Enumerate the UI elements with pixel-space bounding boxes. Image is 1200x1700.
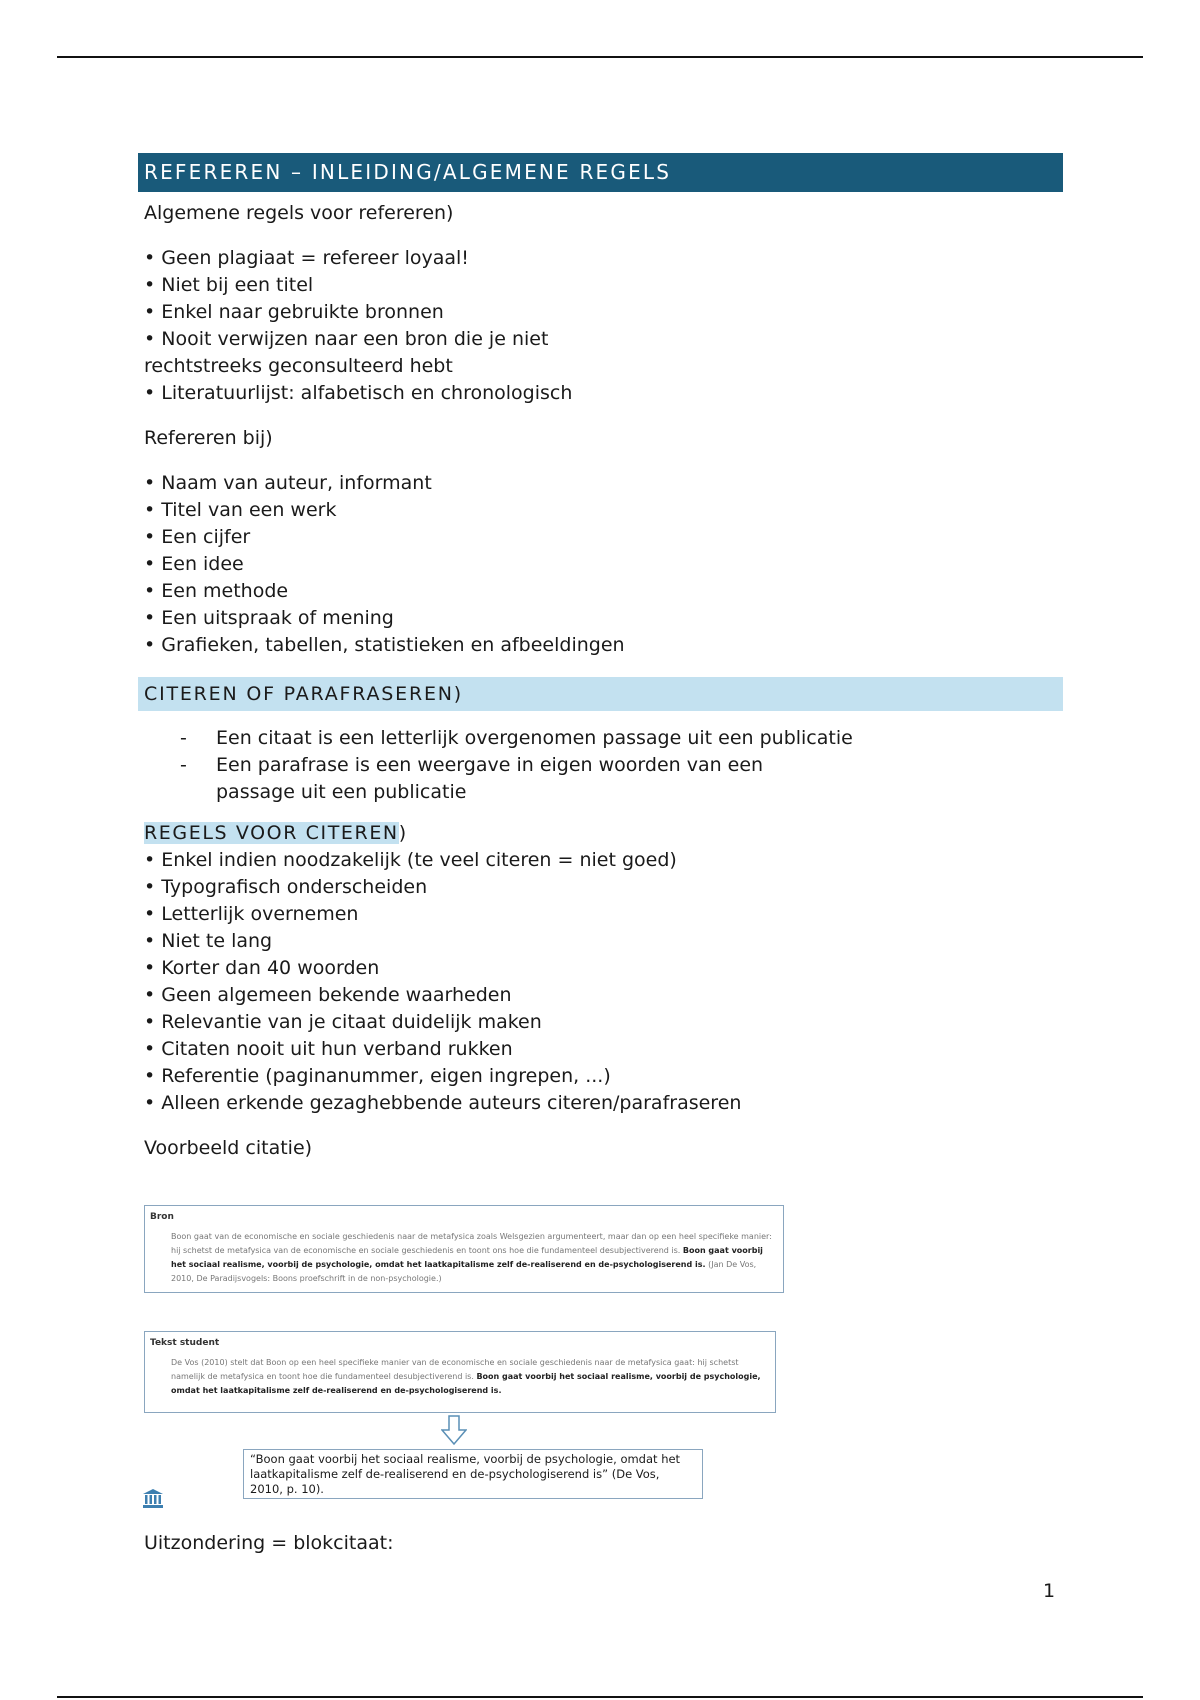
list-item: • Een cijfer: [144, 526, 251, 548]
arrow-down-icon: [441, 1415, 467, 1445]
student-text-box: [144, 1331, 776, 1413]
list-item: • Letterlijk overnemen: [144, 903, 359, 925]
list-item: rechtstreeks geconsulteerd hebt: [144, 355, 453, 377]
list-item: • Geen plagiaat = refereer loyaal!: [144, 247, 469, 269]
student-box-text: De Vos (2010) stelt dat Boon op een heel specifieke manier van de economische en sociale geschiedenis naar de metafysica gaat: hij schetst namelijk de metafysica en toont hoe die fundamenteel desubjectiverend is. Boon gaat voorbij het sociaal realisme, voorbij de psychologie, omdat het laatkapitalisme zelf de-realiserend en de-psychologiserend is.: [171, 1358, 761, 1395]
source-box-text: Boon gaat van de economische en sociale geschiedenis naar de metafysica zoals Welsgezien argumenteert, maar dan op een heel specifieke manier: hij schetst de metafysica van de economische en sociale geschiedenis en toont ons hoe die fundamenteel desubjectiverend is. Boon gaat voorbij het sociaal realisme, voorbij de psychologie, omdat het laatkapitalisme zelf de-realiserend en de-psychologiserend is. (Jan De Vos, 2010, De Paradijsvogels: Boons proefschrift in de non-psychologie.): [171, 1232, 772, 1283]
list-item: • Titel van een werk: [144, 499, 337, 521]
definition-list: [138, 725, 1063, 806]
subheading-regels-citeren: REGELS VOOR CITEREN): [144, 822, 408, 844]
source-quote-box: [144, 1205, 784, 1293]
list-item: • Citaten nooit uit hun verband rukken: [144, 1038, 513, 1060]
list-item-continuation: passage uit een publicatie: [216, 781, 467, 803]
list-item: • Typografisch onderscheiden: [144, 876, 428, 898]
list-item: - Een parafrase is een weergave in eigen woorden van een: [180, 754, 764, 776]
student-box-label: Tekst student: [150, 1338, 220, 1348]
list-item: • Een idee: [144, 553, 244, 575]
list-item: • Enkel naar gebruikte bronnen: [144, 301, 444, 323]
bank-icon: [142, 1487, 164, 1509]
intro-refer-at: Refereren bij): [144, 427, 273, 449]
document-content: [138, 153, 1063, 1554]
list-item: • Korter dan 40 woorden: [144, 957, 380, 979]
list-item: • Geen algemeen bekende waarheden: [144, 984, 512, 1006]
list-item: • Grafieken, tabellen, statistieken en afbeeldingen: [144, 634, 625, 656]
list-item: • Een methode: [144, 580, 289, 602]
refer-at-list: [138, 470, 1063, 659]
general-rules-list: [138, 245, 1063, 407]
list-item: • Literatuurlijst: alfabetisch en chronologisch: [144, 382, 573, 404]
list-item: • Niet bij een titel: [144, 274, 314, 296]
header-rule: [57, 56, 1143, 58]
source-box-label: Bron: [150, 1212, 174, 1222]
intro-general-rules: Algemene regels voor refereren): [144, 202, 454, 224]
list-item: • Een uitspraak of mening: [144, 607, 394, 629]
list-item: • Enkel indien noodzakelijk (te veel citeren = niet goed): [144, 849, 677, 871]
list-item: • Naam van auteur, informant: [144, 472, 432, 494]
footer-rule: [57, 1696, 1143, 1698]
list-item: • Referentie (paginanummer, eigen ingrepen, ...): [144, 1065, 611, 1087]
formatted-citation-box: “Boon gaat voorbij het sociaal realisme, voorbij de psychologie, omdat het laatkapitalisme zelf de-realiserend en de-psychologiserend is” (De Vos, 2010, p. 10).: [243, 1449, 703, 1499]
list-item: • Nooit verwijzen naar een bron die je niet: [144, 328, 549, 350]
list-item: • Relevantie van je citaat duidelijk maken: [144, 1011, 542, 1033]
citation-rules-list: [138, 847, 1063, 1117]
section-heading-citeren-parafraseren: CITEREN OF PARAFRASEREN): [138, 677, 1063, 711]
example-label: Voorbeeld citatie): [144, 1137, 313, 1159]
list-item: - Een citaat is een letterlijk overgenomen passage uit een publicatie: [180, 727, 853, 749]
list-item: • Alleen erkende gezaghebbende auteurs citeren/parafraseren: [144, 1092, 742, 1114]
exception-blockquote-label: Uitzondering = blokcitaat:: [144, 1532, 394, 1554]
list-item: • Niet te lang: [144, 930, 273, 952]
page-number: 1: [1043, 1580, 1056, 1602]
section-heading-refereren: REFEREREN – INLEIDING/ALGEMENE REGELS: [138, 153, 1063, 192]
